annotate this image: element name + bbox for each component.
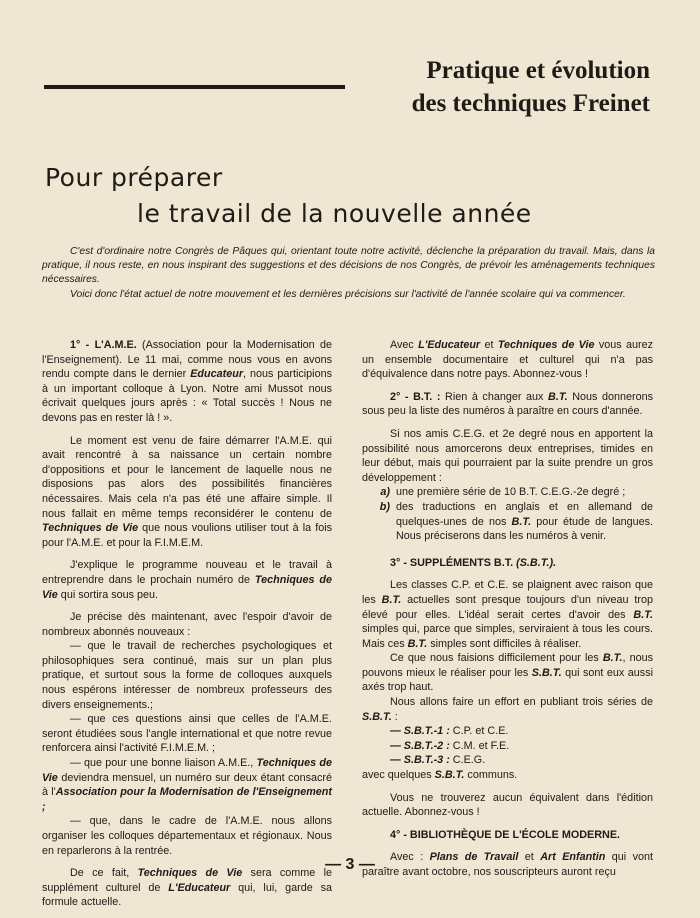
intro-paragraph-2: Voici donc l'état actuel de notre mouvement et les dernières précisions sur l'activité de l'année scolaire qui va commencer. (70, 288, 626, 300)
text-span: Nous allons faire un effort en publiant trois séries de (390, 696, 653, 709)
left-column (42, 338, 332, 918)
text-span: Le moment est venu de faire démarrer l'A.M.E. qui avait rencontré à sa naissance un certain nombre d'oppositions et pour le lancement de laquelle nous ne disposions pas alors des possibilités financières nécessaires. Mais cela n'a pas été une affaire simple. Il nous fallait en même temps reconsidérer le contenu de (42, 434, 332, 520)
dash-item: — que ces questions ainsi que celles de l'A.M.E. seront étudiées sous l'angle international et que notre revue renforcera ainsi l'activité F.I.M.E.M. ; (42, 713, 332, 755)
paragraph (42, 558, 332, 602)
italic-title: S.B.T. (531, 666, 562, 679)
section-1-number: 1° - (70, 339, 95, 351)
intro-paragraph-1: C'est d'ordinaire notre Congrès de Pâques qui, orientant toute notre activité, déclenche la préparation du travail. Mais, dans la pratique, il nous reste, en nous inspirant des suggestions et des décisions de nos Congrès, de prévoir les aménagements techniques nécessaires. (42, 246, 655, 286)
section-4-title: 4° - BIBLIOTHÈQUE DE L'ÉCOLE MODERNE. (390, 828, 621, 841)
text-span: Rien à changer aux (440, 390, 549, 403)
italic-title: S.B.T. (362, 710, 392, 723)
italic-title: Techniques de Vie (42, 573, 332, 601)
text-span: communs. (464, 769, 518, 782)
series-code: — S.B.T.-2 : (390, 739, 450, 752)
text-span: (Association pour la Modernisation de l'Enseignement). Le 11 mai, comme nous vous en avons rendu compte dans le dernier (42, 339, 332, 381)
text-span: qui sont eux aussi axés trop haut. (362, 666, 653, 694)
section-1-paragraph (42, 338, 332, 426)
text-span: pour étude de langues. Nous préciserons dans les numéros à venir. (396, 515, 653, 543)
series-code: — S.B.T.-3 : (390, 754, 450, 767)
text-span: Avec (390, 339, 419, 351)
section-2-paragraph (362, 390, 653, 419)
text-span: simples sont difficiles à réaliser. (427, 637, 582, 650)
series-code: — S.B.T.-1 : (390, 725, 450, 738)
section-3-title (362, 556, 653, 571)
italic-title: B.T. (548, 390, 568, 403)
section-header (412, 54, 650, 120)
text-span: : (391, 710, 398, 723)
right-column (362, 338, 653, 888)
italic-title: Art Enfantin (540, 851, 606, 864)
dash-item: — que, dans le cadre de l'A.M.E. nous allons organiser les colloques départementaux et régionaux. Nous en reparlerons à la rentrée. (42, 815, 332, 857)
list-item (362, 739, 653, 754)
text-span: actuelles sont presque toujours d'un niveau trop élevé pour elles. L'idéal serait certes d'avoir des (362, 593, 653, 621)
italic-title: S.B.T. (434, 769, 465, 782)
list-item (362, 500, 653, 544)
text-span: Avec : (390, 851, 430, 864)
italic-title: Educateur (190, 368, 244, 381)
header-rule (44, 85, 345, 89)
text-span: 3° - SUPPLÉMENTS B.T. (390, 556, 514, 569)
text-span: simples qui, parce que simples, serviraient à tous les cours. Mais ces (362, 623, 653, 650)
list-text (396, 500, 653, 544)
italic-title: B.T. (633, 608, 653, 621)
text-span: Les classes C.P. et C.E. se plaignent avec raison que les (362, 579, 653, 606)
text-span: avec quelques (362, 769, 435, 782)
italic-title: Techniques de Vie (42, 522, 139, 535)
text-span: et (480, 339, 498, 351)
text-span: De ce fait, (70, 867, 138, 880)
paragraph: Vous ne trouverez aucun équivalent dans l'édition actuelle. Abonnez-vous ! (362, 791, 653, 819)
paragraph (42, 434, 332, 551)
list-item (362, 753, 653, 768)
dash-item: — que le travail de recherches psychologiques et philosophiques sera continué, mais sur un plan plus pratique, et surtout sous la forme de colloques auxquels nous espérons intéresser de nombreux professeurs des divers enseignements.; (42, 640, 332, 711)
italic-title: L'Educateur (168, 881, 231, 894)
paragraph (362, 695, 653, 724)
intro (42, 245, 655, 302)
text-span: qui, lui, garde sa formule actuelle. (42, 881, 332, 909)
paragraph (362, 578, 653, 651)
text-span: qui sortira sous peu. (57, 588, 159, 601)
paragraph (362, 768, 653, 783)
list-marker: a) (380, 486, 390, 499)
text-span: qui vont paraître avant octobre, nos souscripteurs auront reçu (362, 851, 653, 878)
italic-title: B.T. (381, 593, 402, 606)
list-item (362, 485, 653, 500)
text-span: J'explique le programme nouveau et le travail à entreprendre dans le prochain numéro de (42, 559, 332, 586)
text-span: vous aurez un ensemble documentaire et culturel qui n'a pas d'équivalence dans notre pays. Abonnez-vous ! (362, 339, 653, 381)
text-span: C.M. et F.E. (449, 739, 510, 752)
paragraph: Si nos amis C.E.G. et 2e degré nous en apportent la possibilité nous amorcerons deux entreprises, timides en leur début, mais qui pourraient par la suite prendre un gros développement : (362, 427, 653, 484)
dash-item (42, 756, 332, 814)
section-1-name: L'A.M.E. (94, 339, 137, 351)
italic-title: Techniques de Vie (497, 339, 595, 351)
paragraph (362, 651, 653, 695)
text-span: — que pour une bonne liaison A.M.E., (70, 757, 257, 770)
italic-title: (S.B.T.). (513, 556, 557, 569)
italic-title: Association pour la Modernisation de l'Enseignement ; (42, 786, 332, 813)
italic-title: Techniques de Vie (137, 867, 243, 880)
section-2-name: B.T. : (413, 390, 441, 403)
text-span: deviendra mensuel, un numéro sur deux étant consacré à l' (42, 771, 332, 799)
article-title (45, 160, 665, 232)
text-span: et (518, 851, 541, 864)
section-2-number: 2° - (390, 390, 414, 403)
text-span: C.P. et C.E. (449, 725, 509, 738)
article-title-line1: Pour préparer (45, 163, 223, 192)
page-number: — 3 — (325, 856, 375, 873)
list-marker: b) (379, 500, 390, 513)
text-span: que nous voulions utiliser tout à la fois pour l'A.M.E. et pour la F.I.M.E.M. (42, 522, 332, 549)
article-title-line2: le travail de la nouvelle année (137, 199, 532, 228)
text-span: des traductions en anglais et en allemand de quelques-unes de nos (396, 500, 653, 528)
list-text: une première série de 10 B.T. C.E.G.-2e degré ; (396, 486, 626, 499)
header-title-line1: Pratique et évolution (426, 57, 650, 84)
italic-title: B.T. (407, 637, 428, 650)
text-span: Nous donnerons sous peu la liste des numéros à paraître en cours d'année. (362, 390, 654, 418)
paragraph (362, 338, 653, 382)
text-span: Ce que nous faisions difficilement pour les (390, 652, 603, 665)
list-item (362, 724, 653, 739)
italic-title: L'Educateur (418, 339, 481, 351)
italic-title: B.T. (602, 652, 623, 665)
italic-title: Techniques de Vie (42, 757, 332, 784)
paragraph: Je précise dès maintenant, avec l'espoir d'avoir de nombreux abonnés nouveaux : (42, 611, 332, 638)
text-span: C.E.G. (449, 754, 486, 767)
italic-title: Plans de Travail (429, 851, 519, 864)
text-span: , nous participions à un important colloque à Lyon. Notre ami Mussot nous écrivait quelques jours après : « Total succès ! Nous ne devons pas en rester là ! ». (42, 368, 332, 424)
header-title-line2: des techniques Freinet (411, 90, 650, 117)
text-span: sera comme le supplément culturel de (42, 867, 333, 894)
text-span: , nous pouvons mieux le réaliser pour les (362, 652, 653, 679)
italic-title: B.T. (511, 515, 532, 528)
